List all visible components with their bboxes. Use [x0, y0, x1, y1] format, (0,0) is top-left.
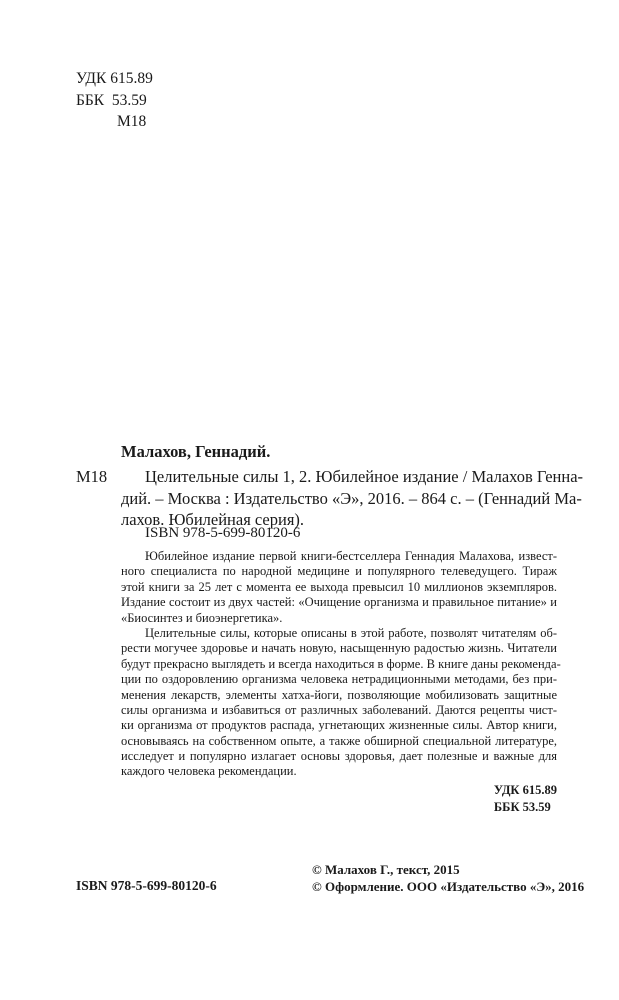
abstract-line: Издание состоит из двух частей: «Очищение организма и правильное питание» и: [121, 595, 557, 610]
abstract-line: рести могучее здоровье и начать новую, насыщенную радостью жизнь. Читатели: [121, 641, 557, 656]
description-line: Целительные силы 1, 2. Юбилейное издание / Малахов Генна-: [145, 467, 584, 486]
abstract-line: этой книги за 25 лет с момента ее выхода превысил 10 миллионов экземпляров.: [121, 579, 557, 594]
author-mark: М18: [117, 113, 147, 130]
abstract-line: ного специалиста по народной медицине и популярного телеведущего. Тираж: [121, 564, 557, 579]
abstract-line: силы организма и избавиться от различных заболеваний. Даются рецепты чист-: [121, 702, 557, 717]
bibliographic-description: [121, 466, 584, 531]
copyright-block: [312, 861, 584, 895]
copyright-design: © Оформление. ООО «Издательство «Э», 2016: [312, 879, 585, 894]
description-line: лахов. Юбилейная серия).: [121, 510, 305, 529]
description-line: дий. – Москва : Издательство «Э», 2016. – 864 с. – (Геннадий Ма-: [121, 488, 582, 508]
footer-isbn: ISBN 978-5-699-80120-6: [76, 878, 217, 893]
classification-codes: [494, 782, 557, 816]
abstract-line: ции по оздоровлению организма человека нетрадиционными методами, без при-: [121, 672, 557, 687]
udk-code: УДК 615.89: [493, 783, 557, 797]
copyright-text: © Малахов Г., текст, 2015: [312, 862, 460, 877]
abstract: [121, 549, 561, 780]
entry-isbn: ISBN 978-5-699-80120-6: [145, 525, 301, 541]
abstract-line: будут прекрасно выглядеть и всегда находиться в форме. В книге даны рекоменда-: [121, 656, 561, 671]
abstract-line: каждого человека рекомендации.: [121, 764, 297, 779]
abstract-line: основываясь на собственном опыте, а также обширной специальной литературе,: [121, 733, 557, 748]
abstract-line: менения лекарств, элементы хатха-йоги, позволяющие мобилизовать защитные: [121, 687, 557, 702]
entry-heading: Малахов, Геннадий.: [121, 442, 271, 461]
abstract-line: «Биосинтез и биоэнергетика».: [121, 610, 283, 625]
udk-code: УДК 615.89: [76, 70, 153, 87]
bbk-code: ББК 53.59: [493, 800, 551, 814]
abstract-line: Целительные силы, которые описаны в этой работе, позволят читателям об-: [145, 625, 557, 640]
abstract-line: исследует и популярно излагает основы здоровья, дает полезные и важные для: [121, 749, 557, 764]
bbk-code: ББК 53.59: [76, 91, 147, 109]
top-classification-codes: [76, 68, 153, 133]
abstract-line: ки организма от продуктов распада, угнетающих жизненные силы. Автор книги,: [121, 718, 557, 733]
abstract-line: Юбилейное издание первой книги-бестселлера Геннадия Малахова, извест-: [145, 549, 557, 563]
entry-author-mark: М18: [76, 467, 108, 486]
